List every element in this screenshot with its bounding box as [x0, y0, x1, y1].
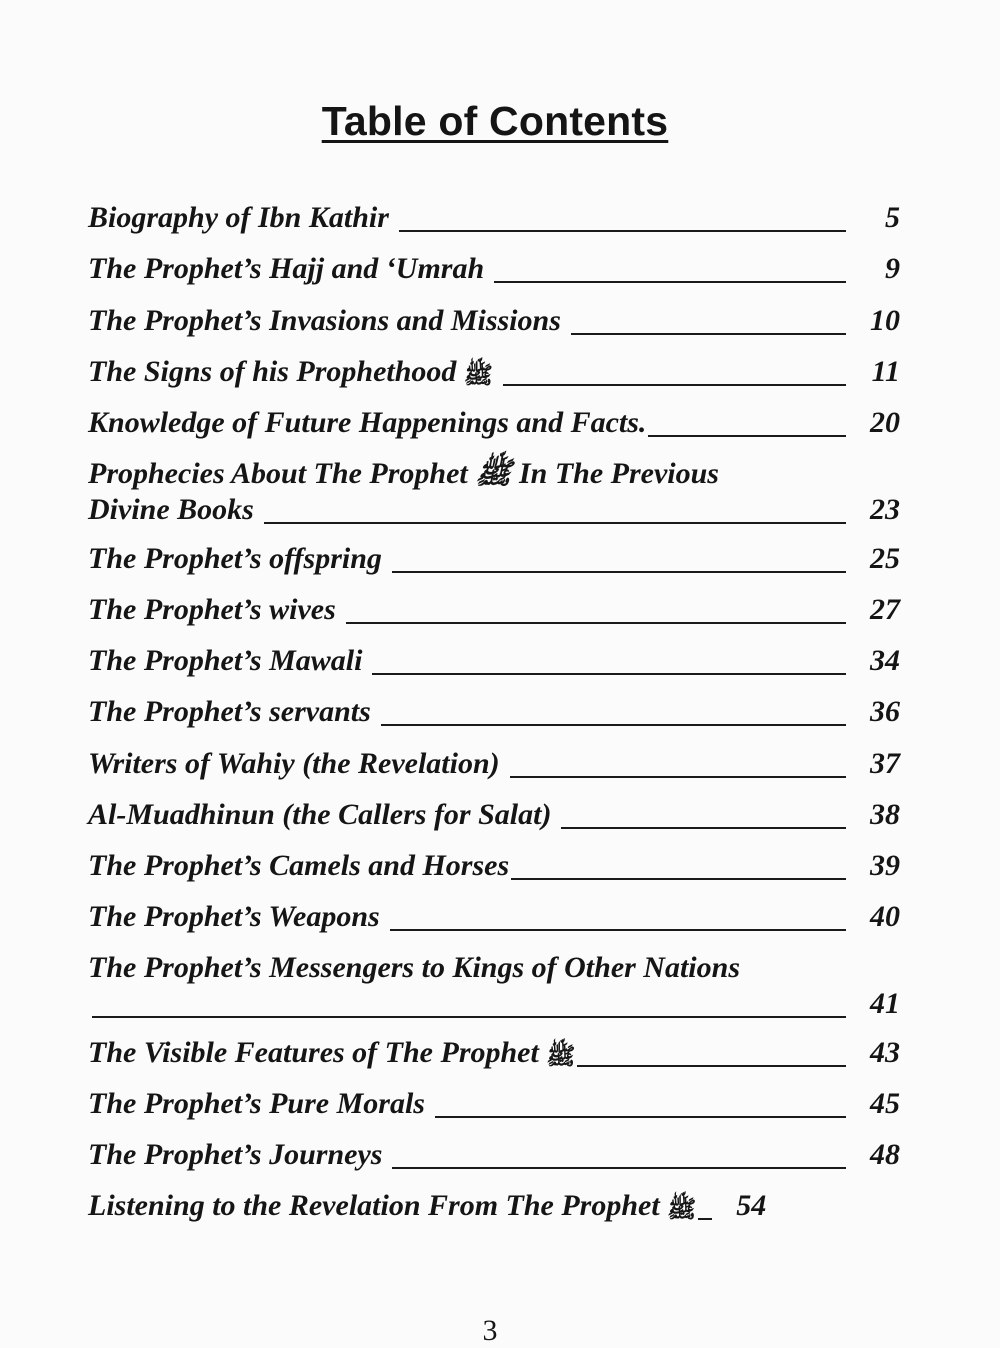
leader-line — [648, 434, 846, 437]
leader-line — [510, 775, 846, 778]
entry-page: 39 — [870, 849, 900, 882]
entry-label: The Prophet’s wives — [88, 593, 336, 626]
toc-entry[interactable] — [88, 459, 900, 525]
leader-line — [372, 672, 846, 675]
leader-line — [577, 1064, 846, 1067]
entry-page: 20 — [870, 406, 900, 439]
toc-entry[interactable] — [88, 697, 900, 727]
entry-label: The Prophet’s Mawali — [88, 644, 363, 677]
toc-entry[interactable] — [88, 1140, 900, 1170]
entry-label-line1: Prophecies About The Prophet ﷺ In The Previous — [88, 457, 719, 490]
toc-entry[interactable] — [88, 1191, 900, 1221]
entry-page: 43 — [870, 1036, 900, 1069]
toc-entry[interactable] — [88, 254, 900, 284]
entry-label: The Visible Features of The Prophet — [88, 1036, 539, 1069]
toc-entry[interactable] — [88, 953, 900, 1019]
entry-label: The Prophet’s Invasions and Missions — [88, 304, 561, 337]
leader-line — [399, 229, 846, 232]
toc-entry[interactable] — [88, 408, 900, 438]
entry-page: 41 — [870, 987, 900, 1020]
toc-entry[interactable] — [88, 1038, 900, 1068]
entry-page: 34 — [870, 644, 900, 677]
entry-page: 45 — [870, 1087, 900, 1120]
salawat-symbol-icon: ﷺ — [546, 1042, 576, 1070]
entry-label-line1: The Prophet’s Messengers to Kings of Other Nations — [88, 951, 741, 984]
entry-page: 10 — [870, 304, 900, 337]
toc-entry[interactable] — [88, 357, 900, 387]
leader-line — [392, 1166, 846, 1169]
entry-label: Listening to the Revelation From The Prophet — [88, 1189, 660, 1222]
leader-line — [390, 928, 846, 931]
entry-label: The Prophet’s Pure Morals — [88, 1087, 425, 1120]
entry-page: 54 — [736, 1189, 767, 1222]
entry-label: The Prophet’s offspring — [88, 542, 382, 575]
toc-entry[interactable] — [88, 595, 900, 625]
toc-entry[interactable] — [88, 902, 900, 932]
entry-label: Knowledge of Future Happenings and Facts. — [88, 406, 647, 439]
entry-page: 48 — [870, 1138, 900, 1171]
entry-page: 37 — [870, 747, 900, 780]
leader-line — [698, 1217, 712, 1220]
leader-line — [92, 1015, 846, 1018]
entry-label: The Prophet’s Hajj and ‘Umrah — [88, 252, 485, 285]
leader-line — [346, 621, 846, 624]
entry-page: 25 — [870, 542, 900, 575]
entry-label: Divine Books — [88, 493, 254, 526]
entry-label: Biography of Ibn Kathir — [88, 201, 389, 234]
page-title: Table of Contents — [321, 98, 669, 144]
leader-line — [381, 723, 846, 726]
page-number: 3 — [482, 1314, 498, 1347]
toc-entry[interactable] — [88, 749, 900, 779]
salawat-symbol-icon: ﷺ — [667, 1195, 697, 1223]
toc-entry[interactable] — [88, 1089, 900, 1119]
entry-label: Al-Muadhinun (the Callers for Salat) — [88, 798, 552, 831]
entry-label: The Prophet’s servants — [88, 695, 371, 728]
leader-line — [511, 877, 846, 880]
toc-entry[interactable] — [88, 851, 900, 881]
leader-line — [392, 570, 846, 573]
entry-page: 5 — [885, 201, 900, 234]
entry-label: The Prophet’s Camels and Horses — [88, 849, 510, 882]
leader-line — [264, 521, 846, 524]
salawat-symbol-icon: ﷺ — [463, 361, 493, 389]
entry-page: 11 — [871, 355, 900, 388]
entry-page: 40 — [870, 900, 900, 933]
entry-page: 27 — [870, 593, 900, 626]
entry-label: The Prophet’s Journeys — [88, 1138, 383, 1171]
toc-entry[interactable] — [88, 306, 900, 336]
leader-line — [561, 826, 846, 829]
leader-line — [503, 383, 846, 386]
toc-entry[interactable] — [88, 544, 900, 574]
entry-label: Writers of Wahiy (the Revelation) — [88, 747, 500, 780]
toc-entry[interactable] — [88, 646, 900, 676]
leader-line — [494, 280, 846, 283]
entry-label: The Signs of his Prophethood — [88, 355, 457, 388]
entry-label: The Prophet’s Weapons — [88, 900, 380, 933]
entry-page: 38 — [870, 798, 900, 831]
entry-page: 36 — [870, 695, 900, 728]
toc-entry[interactable] — [88, 203, 900, 233]
leader-line — [435, 1115, 846, 1118]
entry-page: 9 — [885, 252, 900, 285]
leader-line — [571, 332, 846, 335]
toc-entry[interactable] — [88, 800, 900, 830]
entry-page: 23 — [870, 493, 900, 526]
